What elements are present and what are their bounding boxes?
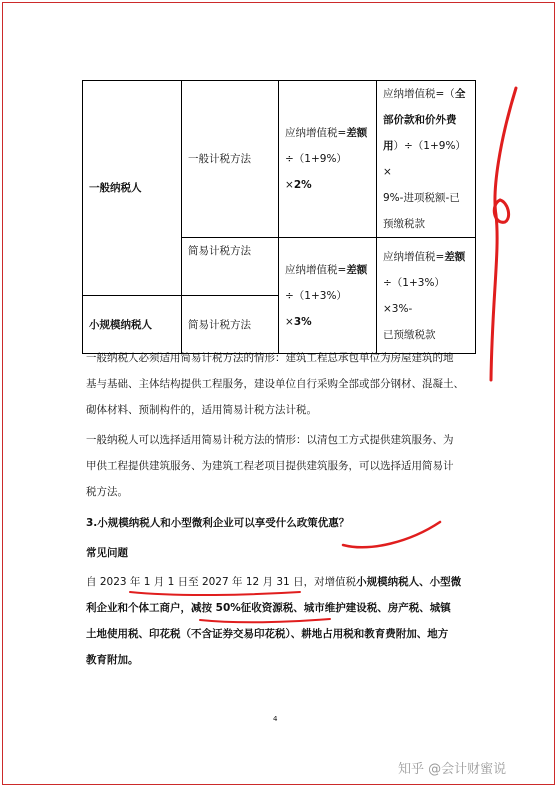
page-number: 4 [273,715,278,723]
cell-general-method: 一般计税方法 [182,81,279,238]
subheading: 常见问题 [86,547,128,559]
cell-general-prepay-formula: 应纳增值税=差额 ÷（1+9%）×2% [279,81,377,238]
cell-general-tax-formula: 应纳增值税=（全 部价款和价外费 用）÷（1+9%）× 9%-进项税额-已 预缴税款 [377,81,476,238]
paragraph-mandatory-simple: 一般纳税人必须适用简易计税方法的情形：建筑工程总承包单位为房屋建筑的地 基与基础、主体结构提供工程服务，建设单位自行采购全部或部分钢材、混凝土、 砌体材料、预制构件的，适用简易计税方法计税。 [86,352,464,416]
cell-general-taxpayer: 一般纳税人 [83,81,182,296]
paragraph-policy: 自 2023 年 1 月 1 日至 2027 年 12 月 31 日，对增值税小规模纳税人、小型微 利企业和个体工商户，减按 50%征收资源税、城市维护建设税、房产税、城镇 土地使用税、印花税（不含证券交易印花税）、耕地占用税和教育费附加、地方 教育附加。 [86,576,462,666]
cell-simple-method-general: 简易计税方法 [182,238,279,296]
tax-method-table [82,80,476,354]
section-heading: 3.小规模纳税人和小型微利企业可以享受什么政策优惠？ [86,517,350,529]
cell-small-taxpayer: 小规模纳税人 [83,296,182,354]
cell-small-simple-method: 简易计税方法 [182,296,279,354]
paragraph-optional-simple: 一般纳税人可以选择适用简易计税方法的情形：以清包工方式提供建筑服务、为 甲供工程提供建筑服务、为建筑工程老项目提供建筑服务，可以选择适用简易计 税方法。 [86,434,454,498]
watermark: 知乎 @会计财蜜说 [398,762,507,777]
cell-simple-prepay-formula: 应纳增值税=差额 ÷（1+3%）×3% [279,238,377,354]
cell-simple-tax-formula: 应纳增值税=差额 ÷（1+3%）×3%- 已预缴税款 [377,238,476,354]
